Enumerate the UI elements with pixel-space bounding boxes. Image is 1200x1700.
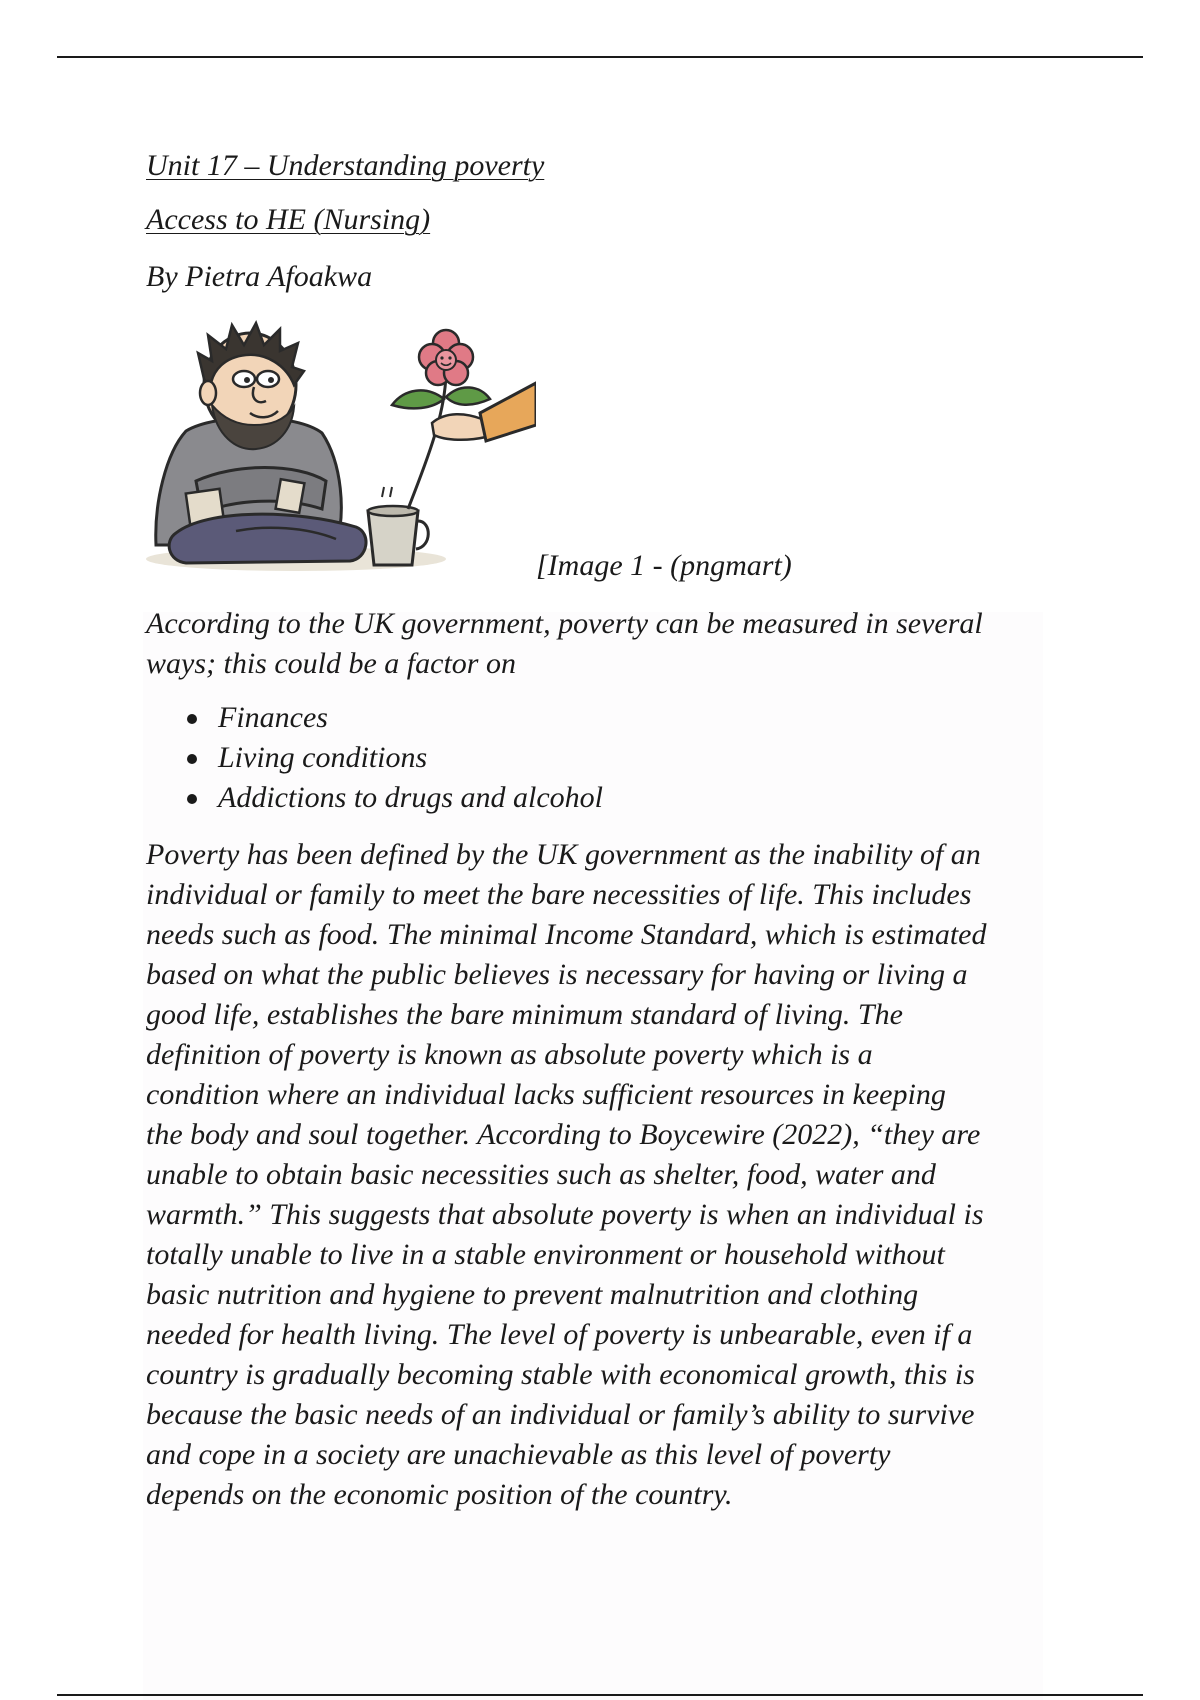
intro-line: According to the UK government, poverty can be measured in several: [146, 607, 983, 640]
paragraph-line: based on what the public believes is necessary for having or living a: [146, 958, 968, 991]
hand-shape: [432, 414, 486, 440]
paragraph-line: because the basic needs of an individual or family’s ability to survive: [146, 1398, 975, 1431]
list-item: [146, 698, 603, 738]
bottom-rule: [57, 1694, 1143, 1696]
cup-shape: [368, 511, 418, 565]
sleeve-shape: [480, 383, 536, 441]
paragraph-line: depends on the economic position of the country.: [146, 1478, 733, 1511]
paragraph-line: definition of poverty is known as absolute poverty which is a: [146, 1038, 873, 1071]
paragraph-line: individual or family to meet the bare necessities of life. This includes: [146, 878, 972, 911]
paragraph-line: Poverty has been defined by the UK government as the inability of an: [146, 838, 981, 871]
left-pupil: [244, 377, 250, 383]
leaf-right: [446, 387, 490, 404]
ear-shape: [200, 381, 216, 405]
author-line: By Pietra Afoakwa: [146, 260, 373, 293]
paragraph-line: needs such as food. The minimal Income Standard, which is estimated: [146, 918, 987, 951]
list-item: [146, 778, 603, 818]
bullet-icon: [187, 754, 197, 764]
paragraph-line: unable to obtain basic necessities such as shelter, food, water and: [146, 1158, 936, 1191]
trousers-shape: [169, 514, 366, 563]
paragraph-line: warmth.” This suggests that absolute poverty is when an individual is: [146, 1198, 984, 1231]
right-eye: [257, 371, 279, 387]
homeless-man-illustration: [146, 313, 536, 575]
cup-rim: [368, 506, 418, 516]
right-pupil: [268, 377, 274, 383]
poverty-definition-paragraph: [146, 835, 1066, 1515]
factor-list: [146, 698, 603, 818]
leaf-left: [392, 390, 444, 408]
paragraph-line: condition where an individual lacks sufficient resources in keeping: [146, 1078, 946, 1111]
paragraph-line: country is gradually becoming stable with economical growth, this is: [146, 1358, 975, 1391]
paragraph-line: basic nutrition and hygiene to prevent malnutrition and clothing: [146, 1278, 919, 1311]
unit-title: Unit 17 – Understanding poverty: [146, 149, 545, 182]
paragraph-line: good life, establishes the bare minimum standard of living. The: [146, 998, 903, 1031]
flower-head: [419, 330, 473, 385]
cup-steam: [382, 487, 392, 497]
bullet-icon: [187, 714, 197, 724]
top-rule: [57, 56, 1143, 58]
bullet-icon: [187, 794, 197, 804]
intro-paragraph: [146, 604, 1066, 684]
paragraph-line: totally unable to live in a stable environment or household without: [146, 1238, 945, 1271]
paragraph-line: needed for health living. The level of poverty is unbearable, even if a: [146, 1318, 973, 1351]
course-title: Access to HE (Nursing): [146, 203, 431, 236]
list-item-text: Addictions to drugs and alcohol: [218, 781, 603, 814]
list-item: [146, 738, 603, 778]
image-caption: [Image 1 - (pngmart): [536, 549, 792, 582]
coat-patch-right: [276, 479, 305, 513]
left-eye: [233, 371, 255, 387]
list-item-text: Living conditions: [218, 741, 428, 774]
list-item-text: Finances: [218, 701, 328, 734]
paragraph-line: the body and soul together. According to Boycewire (2022), “they are: [146, 1118, 981, 1151]
paragraph-line: and cope in a society are unachievable as this level of poverty: [146, 1438, 891, 1471]
intro-line: ways; this could be a factor on: [146, 647, 516, 680]
